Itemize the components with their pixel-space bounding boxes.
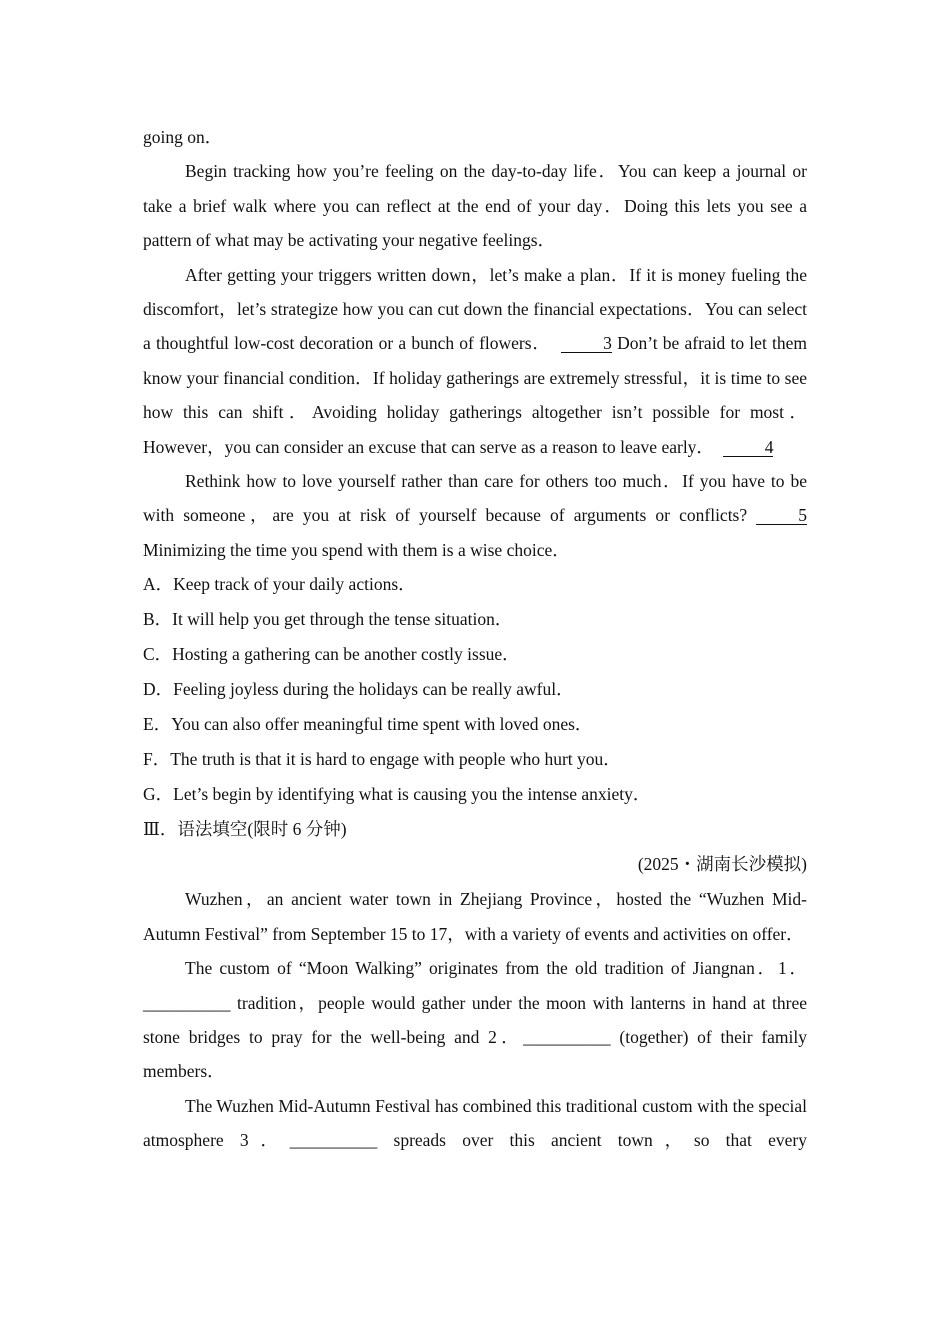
passage2-paragraph-1: Wuzhen，an ancient water town in Zhejiang Province，hosted the “Wuzhen Mid-Autumn Festival” from September 15 to 17，with a variety of events and activities on offer． (143, 889, 807, 944)
option-a: A．Keep track of your daily actions． (143, 574, 416, 595)
paragraph-plan-part2: Don’t be afraid to let them know your financial condition．If holiday gatherings are extremely stressful，it is time to see how this can shift．Avoiding holiday gatherings altogether isn’t possible for most．However，you can consider an excuse that can serve as a reason to leave early． (143, 333, 807, 457)
paragraph-rethink-part2: Minimizing the time you spend with them is a wise choice． (143, 539, 570, 560)
blank-3: 3 (561, 334, 612, 353)
passage2-paragraph-2 (143, 951, 807, 1089)
paragraph-rethink-part1: Rethink how to love yourself rather than care for others too much．If you have to be with someone，are you at risk of yourself because of arguments or conflicts? (143, 471, 807, 526)
paragraph-plan-part1: After getting your triggers written down，let’s make a plan．If it is money fueling the discomfort，let’s strategize how you can cut down the financial expectations．You can select a thoughtful low-cost decoration or a bunch of flowers． (143, 264, 807, 354)
option-d: D．Feeling joyless during the holidays can be really awful． (143, 679, 574, 700)
passage2-paragraph-2a: The custom of “Moon Walking” originates from the old tradition of Jiangnan．1．__________ tradition，people would gather under the moon with lanterns in hand at three stone bridges to pray for the well-being and 2．__________ (143, 958, 807, 1047)
option-e: E．You can also offer meaningful time spent with loved ones． (143, 714, 593, 735)
document-page (143, 120, 807, 1158)
option-f: F．The truth is that it is hard to engage with people who hurt you． (143, 749, 621, 770)
blank-4: 4 (723, 438, 774, 457)
paragraph-tracking: Begin tracking how you’re feeling on the day-to-day life．You can keep a journal or take a brief walk where you can reflect at the end of your day．Doing this lets you see a pattern of what may be activating your negative feelings． (143, 161, 807, 251)
options-list (143, 567, 807, 812)
option-g: G．Let’s begin by identifying what is causing you the intense anxiety． (143, 784, 651, 805)
passage2-paragraph-3: The Wuzhen Mid-Autumn Festival has combined this traditional custom with the special atmosphere 3．__________ spreads over this ancient town，so that every (143, 1095, 807, 1151)
blank-5: 5 (756, 506, 807, 525)
option-c: C．Hosting a gathering can be another costly issue． (143, 644, 520, 665)
paragraph-plan (143, 258, 807, 464)
option-b: B．It will help you get through the tense situation． (143, 609, 513, 630)
continuation-text: going on． (143, 127, 223, 147)
passage2-paragraph-2b: (together) of their family members． (143, 1026, 807, 1082)
section-title: Ⅲ．语法填空(限时 6 分钟) (143, 819, 347, 840)
source-note: (2025・湖南长沙模拟) (637, 854, 807, 875)
paragraph-rethink (143, 464, 807, 567)
